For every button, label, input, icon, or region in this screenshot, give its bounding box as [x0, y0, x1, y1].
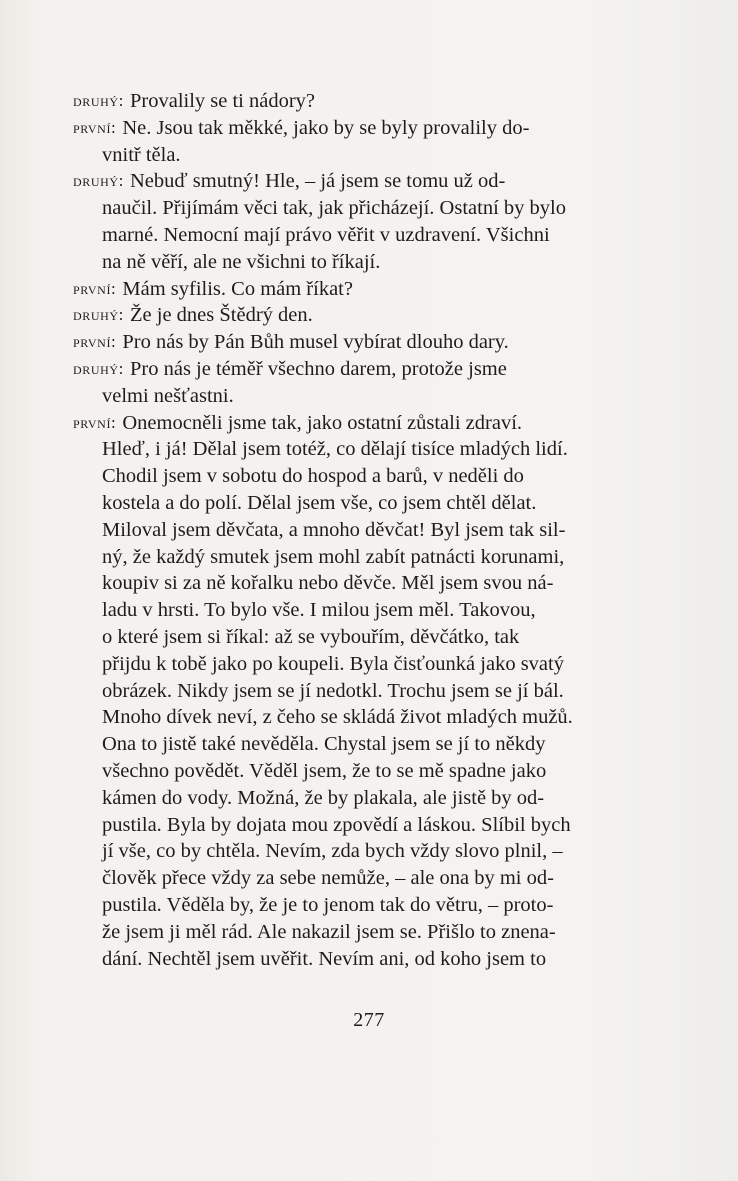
speaker-label: první:: [73, 332, 117, 352]
text-line: [73, 704, 613, 731]
text-line: [73, 490, 613, 517]
line-text: že jsem ji měl rád. Ale nakazil jsem se. Přišlo to znena-: [102, 920, 556, 943]
speaker-label: druhý:: [73, 305, 124, 325]
line-text: Ne. Jsou tak měkké, jako by se byly provalily do-: [122, 116, 530, 139]
speaker-label: první:: [73, 278, 117, 298]
speaker-label: první:: [73, 117, 117, 137]
line-text: Miloval jsem děvčata, a mnoho děvčat! Byl jsem tak sil-: [102, 518, 566, 541]
text-line: [73, 517, 613, 544]
speech-prvni: [73, 276, 613, 303]
line-text: Hleď, i já! Dělal jsem totéž, co dělají tisíce mladých lidí.: [102, 438, 568, 461]
line-text: Onemocněli jsme tak, jako ostatní zůstali zdraví.: [122, 411, 523, 434]
speech-druhy: [73, 168, 613, 275]
line-text: dání. Nechtěl jsem uvěřit. Nevím ani, od koho jsem to: [102, 947, 547, 970]
text-line: [73, 329, 613, 356]
line-text: obrázek. Nikdy jsem se jí nedotkl. Trochu jsem se jí bál.: [102, 679, 564, 702]
line-text: jí vše, co by chtěla. Nevím, zda bych vždy slovo plnil, –: [102, 840, 563, 863]
speaker-label: první:: [73, 412, 117, 432]
line-text: na ně věří, ale ne všichni to říkají.: [102, 250, 381, 273]
speaker-label: druhý:: [73, 171, 124, 191]
line-text: Pro nás je téměř všechno darem, protože jsme: [130, 357, 507, 380]
text-line: [73, 678, 613, 705]
line-text: pustila. Byla by dojata mou zpovědí a láskou. Slíbil bych: [102, 813, 571, 836]
text-line: [73, 651, 613, 678]
line-text: koupiv si za ně kořalku nebo děvče. Měl jsem svou ná-: [102, 572, 554, 595]
text-line: [73, 88, 613, 115]
line-text: kámen do vody. Možná, že by plakala, ale jistě by od-: [102, 786, 545, 809]
line-text: člověk přece vždy za sebe nemůže, – ale ona by mi od-: [102, 867, 554, 890]
text-line: [73, 410, 613, 437]
line-text: Nebuď smutný! Hle, – já jsem se tomu už od-: [130, 170, 506, 193]
text-line: [73, 731, 613, 758]
page-number: 277: [353, 1009, 385, 1031]
speech-druhy: [73, 88, 613, 115]
dialogue-text: [73, 88, 613, 972]
text-line: [73, 302, 613, 329]
text-line: [73, 785, 613, 812]
text-line: [73, 168, 613, 195]
line-text: Že je dnes Štědrý den.: [130, 304, 313, 327]
text-line: [73, 142, 613, 169]
text-line: [73, 356, 613, 383]
text-line: [73, 919, 613, 946]
text-line: [73, 892, 613, 919]
text-line: [73, 597, 613, 624]
text-line: [73, 838, 613, 865]
text-line: [73, 865, 613, 892]
text-line: [73, 570, 613, 597]
text-line: [73, 436, 613, 463]
speech-prvni: [73, 115, 613, 169]
speech-prvni: [73, 410, 613, 973]
text-line: [73, 812, 613, 839]
line-text: velmi nešťastni.: [102, 384, 234, 407]
line-text: Mnoho dívek neví, z čeho se skládá život mladých mužů.: [102, 706, 573, 729]
line-text: ný, že každý smutek jsem mohl zabít patnácti korunami,: [102, 545, 565, 568]
line-text: Pro nás by Pán Bůh musel vybírat dlouho dary.: [122, 331, 509, 354]
speech-druhy: [73, 302, 613, 329]
line-text: Ona to jistě také nevěděla. Chystal jsem se jí to někdy: [102, 733, 546, 756]
line-text: kostela a do polí. Dělal jsem vše, co jsem chtěl dělat.: [102, 491, 537, 514]
line-text: Mám syfilis. Co mám říkat?: [122, 277, 353, 300]
text-line: [73, 195, 613, 222]
text-line: [73, 115, 613, 142]
line-text: marné. Nemocní mají právo věřit v uzdravení. Všichni: [102, 223, 550, 246]
text-line: [73, 276, 613, 303]
speech-prvni: [73, 329, 613, 356]
line-text: pustila. Věděla by, že je to jenom tak do větru, – proto-: [102, 893, 554, 916]
text-line: [73, 383, 613, 410]
line-text: naučil. Přijímám věci tak, jak přicházejí. Ostatní by bylo: [102, 197, 566, 220]
line-text: přijdu k tobě jako po koupeli. Byla čisťounká jako svatý: [102, 652, 564, 675]
text-line: [73, 946, 613, 973]
text-line: [73, 463, 613, 490]
speaker-label: druhý:: [73, 358, 124, 378]
text-line: [73, 249, 613, 276]
text-line: [73, 544, 613, 571]
line-text: vnitř těla.: [102, 143, 181, 166]
text-line: [73, 222, 613, 249]
line-text: o které jsem si říkal: až se vybouřím, děvčátko, tak: [102, 625, 520, 648]
speech-druhy: [73, 356, 613, 410]
text-line: [73, 624, 613, 651]
line-text: všechno povědět. Věděl jsem, že to se mě spadne jako: [102, 759, 547, 782]
line-text: Chodil jsem v sobotu do hospod a barů, v neděli do: [102, 465, 524, 488]
text-line: [73, 758, 613, 785]
line-text: ladu v hrsti. To bylo vše. I milou jsem měl. Takovou,: [102, 599, 536, 622]
line-text: Provalily se ti nádory?: [130, 90, 316, 112]
speaker-label: druhý:: [73, 91, 124, 110]
